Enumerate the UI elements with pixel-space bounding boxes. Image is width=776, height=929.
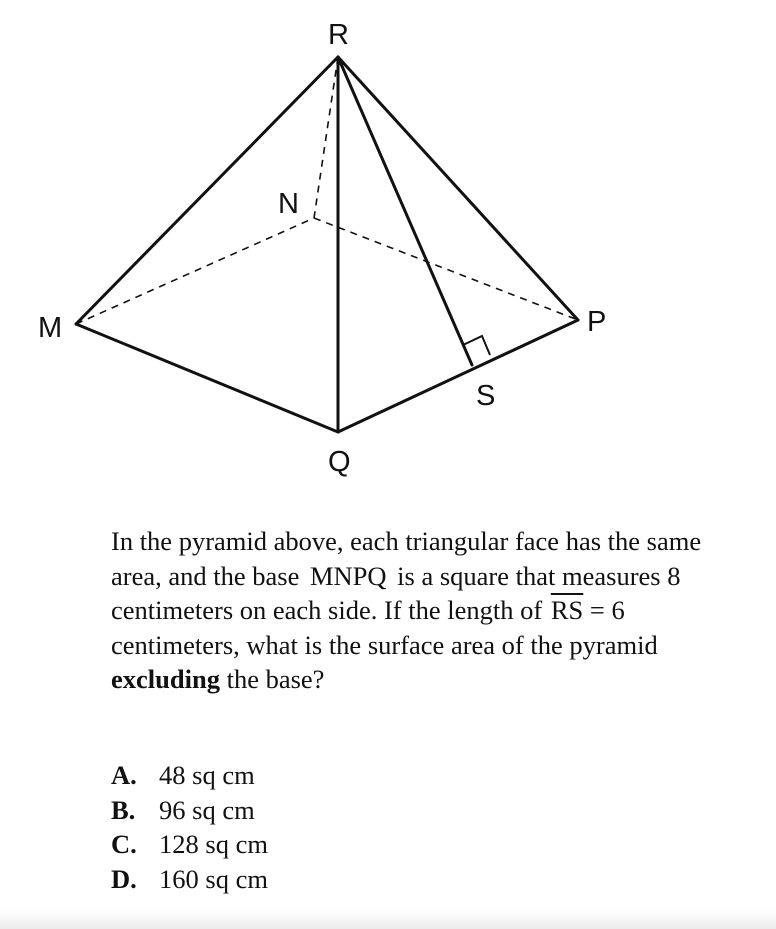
vertex-label-s: S (476, 380, 496, 412)
edge-rp (338, 57, 578, 320)
choice-b[interactable] (111, 793, 268, 828)
choice-letter: B. (111, 794, 136, 825)
choice-d[interactable] (111, 862, 268, 897)
choice-letter: C. (111, 829, 137, 860)
bottom-shadow (0, 909, 776, 929)
emphasis-word: excluding (111, 664, 220, 695)
segment-rs: $\overline{RS}$ (550, 595, 584, 626)
vertex-label-m: M (38, 312, 63, 344)
choice-letter: D. (111, 863, 137, 894)
question-text (111, 524, 731, 697)
choice-text: 48 sq cm (159, 760, 255, 790)
edge-mq (76, 324, 338, 432)
choice-letter: A. (111, 760, 137, 790)
choice-c[interactable] (111, 827, 268, 862)
base-name: MNPQ (309, 560, 387, 591)
hidden-edge-rn (314, 57, 338, 218)
vertex-label-p: P (587, 306, 607, 338)
choice-text: 128 sq cm (159, 829, 268, 860)
choice-a[interactable] (111, 758, 268, 793)
question-part-1: In the pyramid above, each triangular face has the same area, and the base (111, 526, 702, 591)
hidden-edge-mn (76, 218, 314, 324)
question-part-3: = 6 centimeters, what is the surface area of the pyramid (111, 595, 658, 660)
vertex-label-n: N (278, 188, 299, 220)
answer-choices (111, 758, 268, 896)
choice-text: 96 sq cm (159, 794, 255, 825)
question-part-2: is a square that measures 8 centimeters on each side. If the length of (111, 560, 681, 626)
edge-qp (338, 320, 578, 432)
vertex-label-q: Q (328, 446, 351, 478)
question-part-4: the base? (226, 664, 325, 695)
edge-rs (338, 57, 472, 365)
vertex-label-r: R (328, 19, 349, 51)
choice-text: 160 sq cm (159, 863, 268, 894)
